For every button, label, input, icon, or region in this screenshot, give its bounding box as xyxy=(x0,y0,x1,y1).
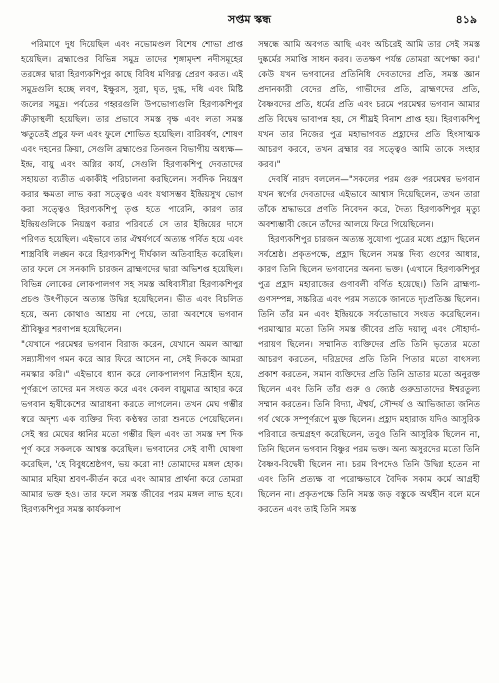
paragraph: পরিমাণে দুধ দিয়েছিল এবং নভোমণ্ডল বিশেষ শোভা প্রাপ্ত হয়েছিল। ব্রহ্মাণ্ডের বিভিন্ন সমুদ্র তাদের শৃঙ্গামৃদশ নদীসমূহের তরঙ্গের দ্বারা হিরণ্যকশিপুর কাছে বিবিধ মণিরত্ন প্রেরণ করত। এই সমুদ্রগুলি হচ্ছে লবণ, ইক্ষুরস, সুরা, ঘৃত, দুগ্ধ, দধি এবং মিষ্টি জলের সমুদ্র। পর্বতের গহ্বরগুলি উপভোগ্যগুলি হিরণ্যকশিপুর ক্রীড়াস্থলী হয়েছিল। তার প্রভাবে সমস্ত বৃক্ষ এবং লতা সমস্ত ঋতুতেই প্রচুর ফল এবং ফুলে শোভিত হয়েছিল। বারিবর্ষণ, শোষণ এবং দহনের ক্রিয়া, সেগুলি ব্রহ্মাণ্ডের তিনজন বিভাগীয় অধ্যক্ষ—ইন্দ্র, বায়ু এবং অগ্নির কার্য, সেগুলি হিরণ্যকশিপু দেবতাদের সহায়তা ব্যতীত একাকীই পরিচালনা করছিলেন। সর্বদিক নিয়ন্ত্রণ করার ক্ষমতা লাভ করা সত্ত্বেও এবং যথাসম্ভব ইন্দ্রিয়সুখ ভোগ করা সত্ত্বেও হিরণ্যকশিপু তৃপ্ত হতে পারেনি, কারণ তার ইন্দ্রিয়গুলিকে নিয়ন্ত্রণ করার পরিবর্তে সে তার ইন্দ্রিয়ের দাসে পরিণত হয়েছিল। এইভাবে তার ঐশ্বর্যগর্বে অত্যন্ত গর্বিত হয়ে এবং শাস্ত্রবিধি লঙ্ঘন করে হিরণ্যকশিপু দীর্ঘকাল অতিবাহিত করেছিল। তার ফলে সে সনকাদি চারজন ব্রাহ্মণদের দ্বারা অভিশপ্ত হয়েছিল। বিভিন্ন লোকের লোকপালগণ সহ সমস্ত অধিবাসীরা হিরণ্যকশিপুর প্রচণ্ড উৎপীড়নে অত্যন্ত উদ্বিগ্ন হয়েছিলেন। ভীত এবং বিচলিত হয়ে, অন্য কোথাও আশ্রয় না পেয়ে, তারা অবশেষে ভগবান শ্রীবিষ্ণুর শরণাপন্ন হয়েছিলেন। xyxy=(21,40,243,335)
paragraph: "যেখানে পরমেশ্বর ভগবান বিরাজ করেন, যেখানে অমল আত্মা সন্ন্যাসীগণ গমন করে আর ফিরে আসেন না, সেই দিককে আমরা নমস্কার করি।" এইভাবে ধ্যান করে লোকপালগণ নিদ্রাহীন হয়ে, পূর্ণরূপে তাদের মন সংযত করে এবং কেবল বায়ুমাত্র আহার করে ভগবান হৃষীকেশের আরাধনা করতে লাগলেন। তখন মেঘ গম্ভীর স্বরে অদৃশ্য এক ব্যক্তির দিব্য কণ্ঠস্বর তারা শুনতে পেয়েছিলেন। সেই স্বর মেঘের ধ্বনির মতো গম্ভীর ছিল এবং তা সমস্ত দশ দিক পূর্ণ করে সকলকে আশ্বস্ত করেছিল। ভগবানের সেই বাণী ঘোষণা করেছিল, 'হে বিবুধশ্রেষ্ঠগণ, ভয় করো না! তোমাদের মঙ্গল হোক। আমার মহিমা শ্রবণ-কীর্তন করে এবং আমার প্রার্থনা করে তোমরা আমার ভক্ত হও। তার ফলে সমস্ত জীবের পরম মঙ্গল লাভ হবে। হিরণ্যকশিপুর সমস্ত কার্যকলাপ xyxy=(21,340,243,515)
paragraph: হিরণ্যকশিপুর চারজন অত্যন্ত সুযোগ্য পুত্রের মধ্যে প্রহ্লাদ ছিলেন সর্বশ্রেষ্ঠ। প্রকৃতপক্ষে, প্রহ্লাদ ছিলেন সমস্ত দিব্য গুণের আধার, কারণ তিনি ছিলেন ভগবানের অনন্য ভক্ত। (এখানে হিরণ্যকশিপুর পুত্র প্রহ্লাদ মহারাজের গুণাবলী বর্ণিত হয়েছে।) তিনি ব্রাহ্মণ্য-গুণসম্পন্ন, সচ্চরিত্র এবং পরম সত্যকে জানতে দৃঢ়প্রতিজ্ঞ ছিলেন। তিনি তাঁর মন এবং ইন্দ্রিয়কে সর্বতোভাবে সংযত করেছিলেন। পরমাত্মার মতো তিনি সমস্ত জীবের প্রতি দয়ালু এবং সৌহার্দ্য-পরায়ণ ছিলেন। সম্মানিত ব্যক্তিদের প্রতি তিনি ভৃত্যের মতো আচরণ করতেন, দরিদ্রদের প্রতি তিনি পিতার মতো বাৎসল্য প্রকাশ করতেন, সমান ব্যক্তিদের প্রতি তিনি ভ্রাতার মতো অনুরক্ত ছিলেন এবং তিনি তাঁর গুরু ও জ্যেষ্ঠ গুরুভ্রাতাদের ঈশ্বরতুল্য সম্মান করতেন। তিনি বিদ্যা, ঐশ্বর্য, সৌন্দর্য ও আভিজাত্য জনিত গর্ব থেকে সম্পূর্ণরূপে মুক্ত ছিলেন। প্রহ্লাদ মহারাজ যদিও আসুরিক পরিবারে জন্মগ্রহণ করেছিলেন, তবুও তিনি আসুরিক ছিলেন না, তিনি ছিলেন ভগবান বিষ্ণুর পরম ভক্ত। অন্য অসুরদের মতো তিনি বৈষ্ণব-বিদ্বেষী ছিলেন না। চরম বিপদেও তিনি উদ্বিগ্ন হতেন না এবং তিনি প্রত্যক্ষ বা পরোক্ষভাবে বৈদিক সকাম কর্মে আগ্রহী ছিলেন না। প্রকৃতপক্ষে তিনি সমস্ত জড় বস্তুকে অর্থহীন বলে মনে করতেন এবং তাই তিনি সমস্ত xyxy=(258,235,480,515)
running-title: সপ্তম স্কন্ধ xyxy=(228,13,271,26)
paragraph: সম্বন্ধে আমি অবগত আছি এবং অচিরেই আমি তার সেই সমস্ত দুষ্কর্মের সমাপ্তি সাধন করব। ততক্ষণ পর্যন্ত তোমরা অপেক্ষা কর।' কেউ যখন ভগবানের প্রতিনিধি দেবতাদের প্রতি, সমস্ত জ্ঞান প্রদানকারী বেদের প্রতি, গাভীদের প্রতি, ব্রাহ্মণদের প্রতি, বৈষ্ণবদের প্রতি, ধর্মের প্রতি এবং চরমে পরমেশ্বর ভগবান আমার প্রতি বিদ্বেষ ভাবাপন্ন হয়, সে শীঘ্রই বিনাশ প্রাপ্ত হয়। হিরণ্যকশিপু যখন তার নিজের পুত্র মহাভাগবত প্রহ্লাদের প্রতি হিংসাত্মক আচরণ করবে, তখন ব্রহ্মার বর সত্ত্বেও আমি তাকে সংহার করব।" xyxy=(258,40,480,170)
page-header xyxy=(22,11,477,31)
page-number: ৪১৯ xyxy=(455,13,477,26)
text-columns xyxy=(21,38,480,674)
paragraph: দেবর্ষি নারদ বললেন—"সকলের পরম গুরু পরমেশ্বর ভগবান যখন স্বর্গের দেবতাদের এইভাবে আশ্বাস দিয়েছিলেন, তখন তারা তাঁকে শ্রদ্ধাভরে প্রণতি নিবেদন করে, দৈত্য হিরণ্যকশিপুর মৃত্যু অবশ্যম্ভাবী জেনে তাঁদের আলয়ে ফিরে গিয়েছিলেন। xyxy=(258,175,480,230)
right-column xyxy=(258,38,480,674)
left-column xyxy=(21,38,243,674)
